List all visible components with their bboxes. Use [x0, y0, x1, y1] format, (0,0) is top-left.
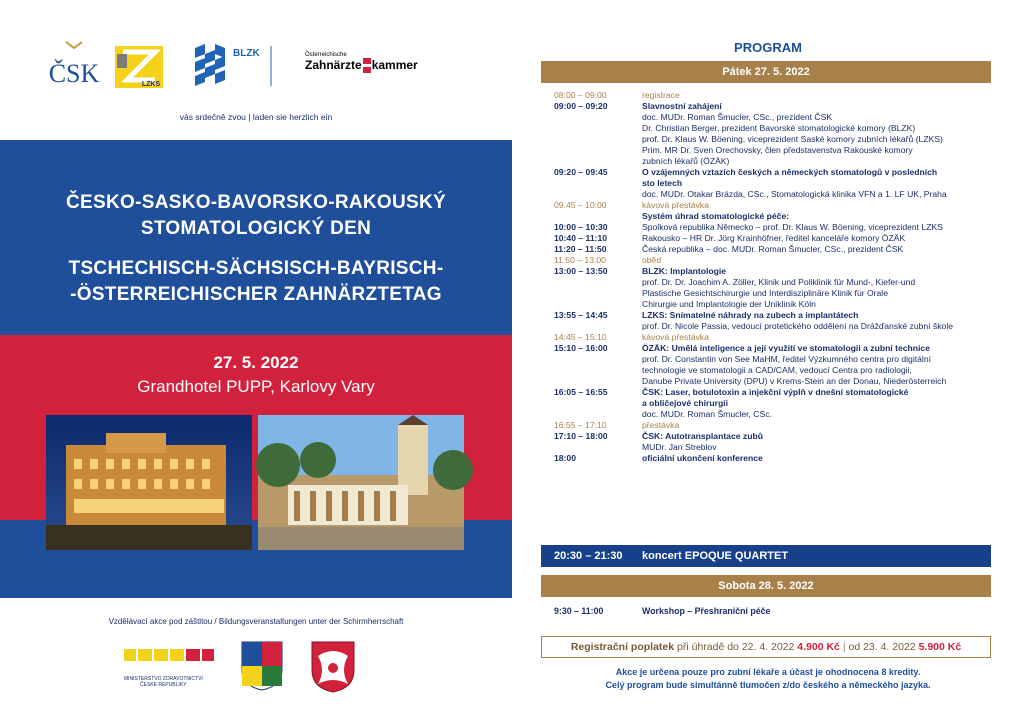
blzk-logo — [195, 44, 275, 88]
schedule-row — [554, 145, 994, 156]
schedule-time: 13:00 – 13:50 — [554, 266, 608, 276]
schedule-time: 17:10 – 18:00 — [554, 431, 608, 441]
schedule-time — [554, 189, 642, 200]
schedule-description: technologie ve stomatologii a CAD/CAM, vedoucí Centra pro radiologii, — [642, 365, 912, 375]
schedule-time — [554, 398, 642, 409]
title-cz-line2: STOMATOLOGICKÝ DEN — [140, 218, 372, 239]
schedule-description: oběd — [642, 255, 662, 265]
schedule-description: prof. Dr. Nicole Passia, vedoucí protetického oddělení na Drážďanské zubní škole — [642, 321, 954, 331]
schedule-description: ÖZÄK: Umělá inteligence a její využití ve stomatologii a zubní technice — [642, 343, 930, 353]
schedule-row — [554, 310, 994, 321]
city-coat-of-arms — [310, 640, 356, 694]
schedule-row — [554, 354, 994, 365]
schedule-time: 15:10 – 16:00 — [554, 343, 608, 353]
registration-fee: Registrační poplatek při úhradě do 22. 4. 2022 4.900 Kč | od 23. 4. 2022 5.900 Kč — [541, 636, 991, 658]
fee-price1: 4.900 Kč — [797, 641, 840, 653]
schedule-time: 10:40 – 11:10 — [554, 233, 608, 243]
schedule-description: Česká republika – doc. MUDr. Roman Šmucler, CSc., prezident ČSK — [642, 244, 904, 254]
day1-header: Pátek 27. 5. 2022 — [541, 61, 991, 83]
schedule-row — [554, 288, 994, 299]
schedule-description: kávová přestávka — [642, 200, 709, 210]
schedule-description: BLZK: Implantologie — [642, 266, 727, 276]
schedule-row — [554, 233, 994, 244]
schedule-time: 16:55 – 17:10 — [554, 420, 607, 430]
schedule-time — [554, 123, 642, 134]
workshop-title: Workshop – Přeshraniční péče — [642, 606, 771, 616]
schedule-time: 13:55 – 14:45 — [554, 310, 608, 320]
schedule-description: Plastische Gesichtschirurgie und Interdisziplinäre Klinik für Orale — [642, 288, 888, 298]
schedule-time: 11:50 – 13:00 — [554, 255, 606, 265]
day2-header: Sobota 28. 5. 2022 — [541, 575, 991, 597]
schedule-description: a obličejové chirurgii — [642, 398, 728, 408]
schedule-row — [554, 277, 994, 288]
schedule-description: prof. Dr. Dr. Joachim A. Zöller, Klinik und Poliklinik für Mund-, Kiefer-und — [642, 277, 916, 287]
concert-bar — [541, 545, 991, 567]
schedule-description: Chirurgie und Implantologie der Uniklinik Köln — [642, 299, 816, 309]
patronage-text: Vzdělávací akce pod záštitou / Bildungsveranstaltungen unter der Schirmherrschaft — [108, 617, 404, 626]
fee-text1: při úhradě do 22. 4. 2022 — [677, 641, 795, 653]
schedule-time: 09:45 – 10:00 — [554, 200, 607, 210]
schedule-time — [554, 409, 642, 420]
schedule-row — [554, 365, 994, 376]
schedule-break-row — [554, 332, 994, 343]
schedule-description: doc. MUDr. Otakar Brázda, CSc., Stomatologická klinika VFN a 1. LF UK, Praha — [642, 189, 947, 199]
schedule-row — [554, 189, 994, 200]
title-de-line1: TSCHECHISCH-SÄCHSISCH-BAYRISCH- — [68, 258, 444, 279]
schedule-description: doc. MUDr. Roman Šmucler, CSc. — [642, 409, 772, 419]
note-translation: Celý program bude simultánně tlumočen z/do českého a německého jazyka. — [605, 680, 931, 690]
schedule-row — [554, 398, 994, 409]
schedule-description: sto letech — [642, 178, 683, 188]
schedule-time — [554, 288, 642, 299]
schedule-description: prof. Dr. Constantin von See MaHM, ředitel Výzkumného centra pro digitální — [642, 354, 931, 364]
schedule-row — [554, 222, 994, 233]
schedule-description: ČSK: Autotransplantace zubů — [642, 431, 763, 441]
schedule-row — [554, 112, 994, 123]
svg-text:ČSK: ČSK — [48, 59, 100, 88]
schedule-row — [554, 156, 994, 167]
concert-title: koncert EPOQUE QUARTET — [642, 550, 789, 562]
colonnade-photo — [258, 415, 464, 550]
schedule-time: 09:20 – 09:45 — [554, 167, 608, 177]
schedule-time: 14:45 – 15:10 — [554, 332, 607, 342]
schedule-description: Prim. MR Dr. Sven Orechovsky, člen představenstva Rakouské komory — [642, 145, 913, 155]
schedule-row — [554, 453, 994, 464]
schedule-row — [554, 211, 994, 222]
schedule-break-row — [554, 200, 994, 211]
schedule-row — [554, 266, 994, 277]
concert-time: 20:30 – 21:30 — [554, 550, 623, 562]
oezak-logo: Österreichische Zahnärzte kammer — [305, 52, 418, 72]
schedule-description: oficiální ukončení konference — [642, 453, 763, 463]
hotel-photo — [46, 415, 252, 550]
schedule-time: 10:00 – 10:30 — [554, 222, 608, 232]
schedule-time — [554, 354, 642, 365]
schedule-description: doc. MUDr. Roman Šmucler, CSc., prezident ČSK — [642, 112, 833, 122]
schedule-time — [554, 365, 642, 376]
csk-logo — [48, 38, 100, 90]
schedule-description: Slavnostní zahájení — [642, 101, 722, 111]
program-panel — [512, 0, 1024, 723]
schedule-time — [554, 156, 642, 167]
schedule-row — [554, 431, 994, 442]
schedule-description: Rakousko – HR Dr. Jörg Krainhöfner, ředitel kanceláře komory ÖZÄK — [642, 233, 906, 243]
schedule-time — [554, 321, 642, 332]
region-coat-of-arms — [240, 640, 284, 692]
schedule-description: kávová přestávka — [642, 332, 709, 342]
schedule-break-row — [554, 255, 994, 266]
schedule-time: 11:20 – 11:50 — [554, 244, 607, 254]
schedule-time — [554, 134, 642, 145]
schedule-description: zubních lékařů (ÖZÄK) — [642, 156, 730, 166]
fee-text2: od 23. 4. 2022 — [848, 641, 916, 653]
schedule-break-row — [554, 420, 994, 431]
schedule-row — [554, 123, 994, 134]
invitation-text: vás srdečně zvou | laden sie herzlich ein — [179, 112, 333, 122]
organizer-logos — [48, 38, 460, 98]
schedule-row — [554, 299, 994, 310]
schedule-description: O vzájemných vztazích českých a německých stomatologů v posledních — [642, 167, 938, 177]
schedule-time: 16:05 – 16:55 — [554, 387, 608, 397]
schedule-time — [554, 277, 642, 288]
schedule-break-row — [554, 90, 994, 101]
schedule-description: Spolková republika Německo – prof. Dr. Klaus W. Böening, viceprezident LZKS — [642, 222, 943, 232]
schedule-time — [554, 211, 642, 222]
svg-text:LZKS: LZKS — [141, 81, 161, 88]
schedule-description: přestávka — [642, 420, 680, 430]
schedule-time: 18:00 — [554, 453, 576, 463]
title-cz-line1: ČESKO-SASKO-BAVORSKO-RAKOUSKÝ — [66, 192, 446, 213]
title-de-line2: -ÖSTERREICHISCHER ZAHNÄRZTETAG — [70, 284, 442, 305]
schedule-row — [554, 167, 994, 178]
schedule-time — [554, 442, 642, 453]
note-credits: Akce je určena pouze pro zubní lékaře a účast je ohodnocena 8 kredity. — [615, 667, 921, 677]
schedule-row — [554, 244, 994, 255]
program-schedule — [554, 90, 994, 464]
schedule-row — [554, 376, 994, 387]
schedule-row — [554, 178, 994, 189]
schedule-time — [554, 112, 642, 123]
schedule-time — [554, 178, 642, 189]
schedule-row — [554, 442, 994, 453]
program-title: PROGRAM — [734, 40, 802, 55]
schedule-row — [554, 134, 994, 145]
schedule-description: registrace — [642, 90, 680, 100]
schedule-description: Danube Private University (DPU) v Krems-Stein an der Donau, Niederösterreich — [642, 376, 947, 386]
schedule-description: MUDr. Jan Streblov — [642, 442, 717, 452]
svg-text:BLZK: BLZK — [233, 48, 260, 59]
schedule-time: 09:00 – 09:20 — [554, 101, 608, 111]
schedule-time — [554, 145, 642, 156]
schedule-row — [554, 387, 994, 398]
workshop-time: 9:30 – 11:00 — [554, 606, 604, 616]
ministry-logo: MINISTERSTVO ZDRAVOTNICTVÍ ČESKÉ REPUBLIKY — [122, 645, 217, 705]
event-venue: Grandhotel PUPP, Karlovy Vary — [137, 377, 375, 396]
schedule-row — [554, 409, 994, 420]
schedule-time — [554, 299, 642, 310]
schedule-description: prof. Dr. Klaus W. Böening, viceprezident Saské komory zubních lékařů (LZKS) — [642, 134, 943, 144]
fee-price2: 5.900 Kč — [918, 641, 962, 653]
schedule-description: Systém úhrad stomatologické péče: — [642, 211, 790, 221]
schedule-description: ČSK: Laser, botulotoxin a injekční výplň v dnešní stomatologické — [642, 387, 909, 397]
fee-label: Registrační poplatek — [570, 641, 675, 653]
schedule-row — [554, 321, 994, 332]
lzks-logo — [115, 46, 163, 88]
workshop-row — [554, 606, 770, 616]
schedule-description: LZKS: Snímatelné náhrady na zubech a implantátech — [642, 310, 859, 320]
schedule-description: Dr. Christian Berger, prezident Bavorské stomatologické komory (BLZK) — [642, 123, 916, 133]
schedule-time: 08:00 – 09:00 — [554, 90, 607, 100]
event-date: 27. 5. 2022 — [213, 353, 299, 372]
schedule-time — [554, 376, 642, 387]
schedule-row — [554, 343, 994, 354]
schedule-row — [554, 101, 994, 112]
